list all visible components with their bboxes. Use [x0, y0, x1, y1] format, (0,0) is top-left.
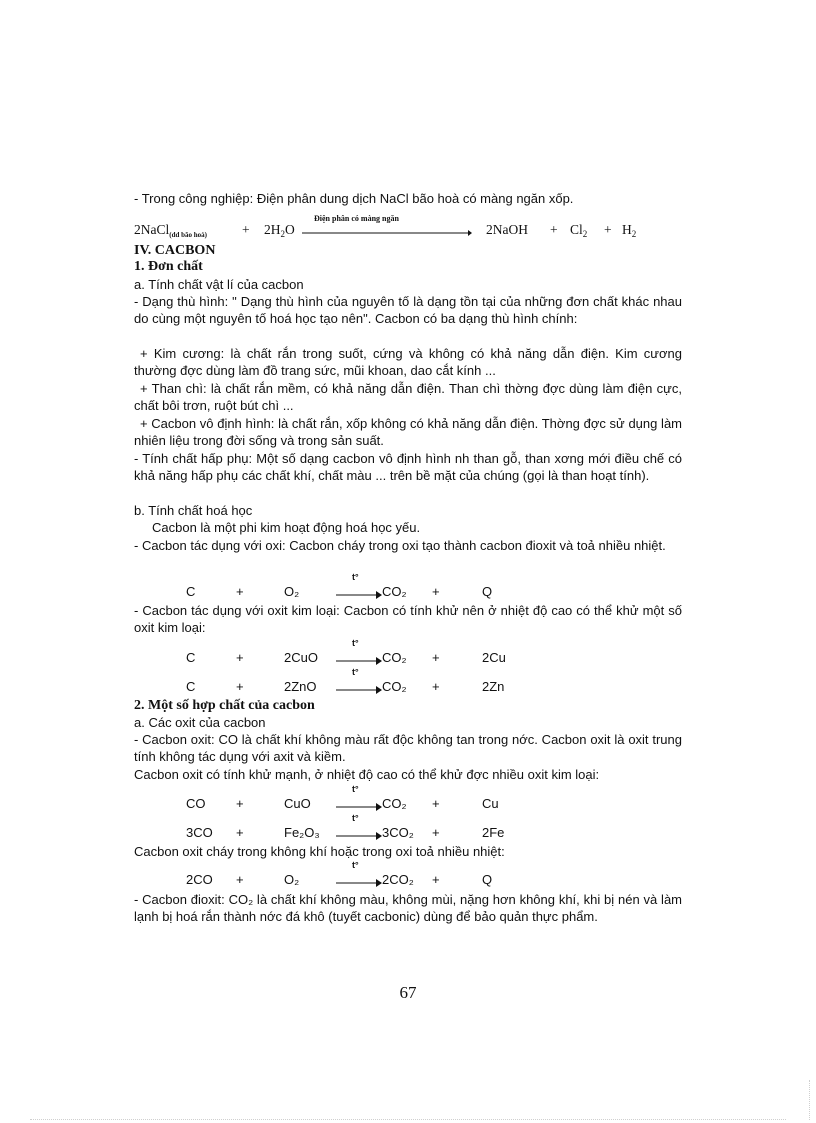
metal-oxide-paragraph: - Cacbon tác dụng với oxit kim loại: Cacbon có tính khử nên ở nhiệt độ cao có thể khử một số oxit kim loại:	[134, 603, 682, 635]
weak-activity-line: Cacbon là một phi kim hoạt động hoá học yếu.	[152, 520, 421, 535]
graphite-paragraph: + Than chì: là chất rắn mềm, có khả năng dẫn điện. Than chì thờng đợc dùng làm điện cực, chất bôi trơn, ruột bút chì ...	[134, 381, 682, 413]
eq-reactant-nacl: 2NaCl$_{(dd bão hoà)}$	[134, 222, 207, 239]
arrow-icon	[336, 679, 382, 699]
eq-reactant-water: $2H_2O$	[264, 222, 295, 239]
subsection-b: b. Tính chất hoá học	[134, 503, 253, 518]
co-burn-line: Cacbon oxit cháy trong không khí hoặc trong oxi toả nhiều nhiệt:	[134, 844, 505, 859]
section-heading: IV. CACBON	[134, 243, 216, 258]
diamond-paragraph: + Kim cương: là chất rắn trong suốt, cứng và không có khả năng dẫn điện. Kim cương thường đợc dùng làm đồ trang sức, mũi khoan, dao cắt kính ...	[134, 346, 682, 378]
co-paragraph: - Cacbon oxit: CO là chất khí không màu rất độc không tan trong nớc. Cacbon oxit là oxit trung tính không tác dụng với axit và kiềm.	[134, 732, 682, 764]
subsection-heading: 1. Đơn chất	[134, 259, 203, 274]
page-number: 67	[399, 983, 417, 1002]
eq-product-cl2: $Cl_2$	[570, 222, 588, 239]
arrow-icon	[336, 650, 382, 670]
co-reduce-line: Cacbon oxit có tính khử mạnh, ở nhiệt độ cao có thể khử đợc nhiều oxit kim loại:	[134, 767, 600, 782]
arrow-icon	[336, 825, 382, 845]
co2-paragraph: - Cacbon đioxit: CO₂ là chất khí không màu, không mùi, nặng hơn không khí, khi bị nén và làm lạnh bị hoá rắn thành nớc đá khô (tuyết cacbonic) dùng để bảo quản thực phẩm.	[134, 892, 682, 924]
arrow-icon	[336, 872, 382, 892]
subsection-heading: 2. Một số hợp chất của cacbon	[134, 698, 315, 713]
arrow-icon	[336, 796, 382, 816]
footer-divider	[30, 1119, 786, 1120]
amorphous-paragraph: + Cacbon vô định hình: là chất rắn, xốp không có khả năng dẫn điện. Thờng đợc sử dụng làm nhiên liệu trong đời sống và trong sản suất.	[134, 416, 682, 448]
eq-condition: Điện phân có màng ngăn	[314, 214, 399, 223]
industry-line: - Trong công nghiệp: Điện phân dung dịch NaCl bão hoà có màng ngăn xốp.	[134, 191, 574, 206]
electrolysis-equation	[134, 214, 682, 242]
allotrope-paragraph: - Dạng thù hình: " Dạng thù hình của nguyên tố là dạng tồn tại của những đơn chất khác nhau do cùng một nguyên tố hoá học tạo nên". Cacbon có ba dạng thù hình chính:	[134, 294, 682, 326]
long-arrow-icon	[302, 226, 472, 236]
eq-product-naoh: 2NaOH	[486, 222, 528, 237]
arrow-icon	[336, 584, 382, 604]
plus-sign: +	[550, 222, 558, 237]
plus-sign: +	[242, 222, 250, 237]
oxygen-paragraph: - Cacbon tác dụng với oxi: Cacbon cháy trong oxi tạo thành cacbon đioxit và toả nhiều nhiệt.	[134, 538, 666, 553]
subsection-a: a. Các oxit của cacbon	[134, 715, 266, 730]
eq-product-h2: $H_2$	[622, 222, 637, 239]
adsorption-paragraph: - Tính chất hấp phụ: Một số dạng cacbon vô định hình nh than gỗ, than xơng mới điều chế có khả năng hấp phụ các chất khí, chất màu ... trên bề mặt của chúng (gọi là than hoạt tính).	[134, 451, 682, 483]
edge-divider	[809, 1080, 810, 1120]
plus-sign: +	[604, 222, 612, 237]
subsection-a: a. Tính chất vật lí của cacbon	[134, 277, 304, 292]
